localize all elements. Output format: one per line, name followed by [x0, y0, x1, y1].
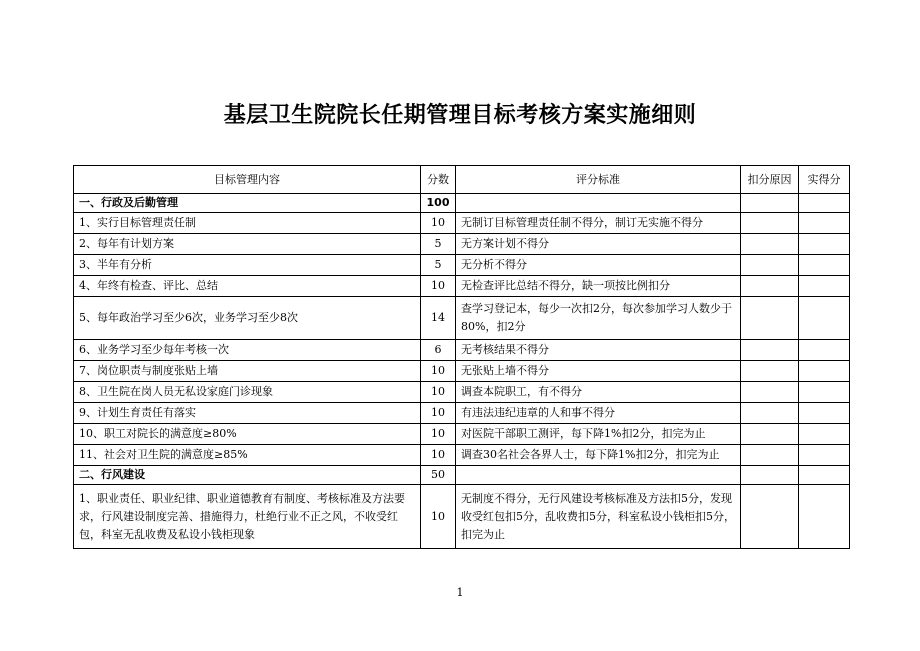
cell-score: 10 — [421, 424, 456, 445]
cell-criteria — [456, 424, 741, 445]
cell-content — [74, 276, 421, 297]
header-deduction-reason: 扣分原因 — [741, 166, 799, 194]
cell-actual-score — [799, 276, 850, 297]
cell-criteria — [456, 213, 741, 234]
header-criteria: 评分标准 — [456, 166, 741, 194]
table-header-row — [74, 166, 850, 194]
cell-score: 5 — [421, 255, 456, 276]
cell-score: 10 — [421, 382, 456, 403]
cell-deduction-reason — [741, 445, 799, 466]
table-row — [74, 424, 850, 445]
cell-criteria — [456, 255, 741, 276]
cell-criteria-text: 调查本院职工，有不得分 — [461, 385, 582, 398]
table-row — [74, 255, 850, 276]
cell-deduction-reason — [741, 424, 799, 445]
cell-criteria — [456, 276, 741, 297]
table-row — [74, 403, 850, 424]
cell-criteria-text: 有违法违纪违章的人和事不得分 — [461, 406, 615, 419]
cell-criteria-text: 无制度不得分，无行风建设考核标准及方法扣5分，发现收受红包扣5分，乱收费扣5分，科室私设小钱柜扣5分，扣完为止 — [461, 491, 735, 541]
cell-content-text: 5、每年政治学习至少6次，业务学习至少8次 — [79, 311, 298, 324]
cell-content-text: 3、半年有分析 — [79, 258, 152, 271]
cell-actual-score — [799, 361, 850, 382]
cell-deduction-reason — [741, 340, 799, 361]
cell-actual-score — [799, 297, 850, 340]
cell-score: 10 — [421, 276, 456, 297]
cell-deduction-reason — [741, 255, 799, 276]
cell-actual-score — [799, 194, 850, 213]
header-content: 目标管理内容 — [74, 166, 421, 194]
document-title: 基层卫生院院长任期管理目标考核方案实施细则 — [223, 103, 697, 128]
assessment-table-body — [74, 166, 850, 549]
cell-content-text: 10、职工对院长的满意度≥80% — [79, 427, 237, 440]
cell-criteria-text: 对医院干部职工测评，每下降1%扣2分，扣完为止 — [461, 427, 706, 440]
cell-score: 10 — [421, 485, 456, 549]
cell-content — [74, 382, 421, 403]
cell-score: 50 — [421, 466, 456, 485]
cell-content — [74, 403, 421, 424]
cell-criteria — [456, 382, 741, 403]
page-number: 1 — [456, 586, 464, 599]
cell-criteria — [456, 234, 741, 255]
cell-content — [74, 445, 421, 466]
cell-actual-score — [799, 445, 850, 466]
cell-content-text: 6、业务学习至少每年考核一次 — [79, 343, 229, 356]
cell-criteria-text: 查学习登记本，每少一次扣2分，每次参加学习人数少于80%，扣2分 — [461, 302, 732, 333]
cell-criteria-text: 无考核结果不得分 — [461, 343, 549, 356]
cell-score: 6 — [421, 340, 456, 361]
cell-deduction-reason — [741, 466, 799, 485]
cell-criteria — [456, 466, 741, 485]
cell-criteria-text: 无检查评比总结不得分，缺一项按比例扣分 — [461, 279, 670, 292]
cell-actual-score — [799, 485, 850, 549]
cell-content-text: 1、职业责任、职业纪律、职业道德教育有制度、考核标准及方法要求，行风建设制度完善、措施得力，杜绝行业不正之风，不收受红包，科室无乱收费及私设小钱柜现象 — [79, 491, 405, 541]
cell-content-text: 2、每年有计划方案 — [79, 237, 174, 250]
cell-content-text: 一、行政及后勤管理 — [79, 196, 178, 209]
cell-criteria — [456, 445, 741, 466]
cell-criteria-text: 无方案计划不得分 — [461, 237, 549, 250]
cell-score: 14 — [421, 297, 456, 340]
cell-content — [74, 485, 421, 549]
cell-actual-score — [799, 213, 850, 234]
header-actual-score: 实得分 — [799, 166, 850, 194]
cell-content — [74, 297, 421, 340]
table-row — [74, 361, 850, 382]
cell-actual-score — [799, 255, 850, 276]
cell-content-text: 7、岗位职责与制度张贴上墙 — [79, 364, 218, 377]
cell-criteria — [456, 403, 741, 424]
cell-deduction-reason — [741, 361, 799, 382]
section-row — [74, 466, 850, 485]
cell-score: 10 — [421, 213, 456, 234]
section-row — [74, 194, 850, 213]
cell-content — [74, 361, 421, 382]
cell-score: 10 — [421, 361, 456, 382]
cell-content-text: 1、实行目标管理责任制 — [79, 216, 196, 229]
cell-content — [74, 194, 421, 213]
cell-criteria — [456, 361, 741, 382]
cell-score: 5 — [421, 234, 456, 255]
table-row — [74, 234, 850, 255]
cell-criteria — [456, 485, 741, 549]
cell-deduction-reason — [741, 403, 799, 424]
cell-content — [74, 234, 421, 255]
cell-deduction-reason — [741, 485, 799, 549]
cell-deduction-reason — [741, 234, 799, 255]
cell-content — [74, 424, 421, 445]
table-row — [74, 382, 850, 403]
cell-actual-score — [799, 466, 850, 485]
cell-actual-score — [799, 403, 850, 424]
cell-criteria-text: 无分析不得分 — [461, 258, 527, 271]
cell-criteria-text: 无制订目标管理责任制不得分，制订无实施不得分 — [461, 216, 703, 229]
header-score: 分数 — [421, 166, 456, 194]
cell-deduction-reason — [741, 213, 799, 234]
table-row — [74, 297, 850, 340]
cell-content-text: 8、卫生院在岗人员无私设家庭门诊现象 — [79, 385, 273, 398]
cell-criteria-text: 调查30名社会各界人士，每下降1%扣2分，扣完为止 — [461, 448, 720, 461]
cell-criteria — [456, 194, 741, 213]
cell-criteria — [456, 340, 741, 361]
cell-deduction-reason — [741, 276, 799, 297]
cell-content — [74, 340, 421, 361]
table-row — [74, 213, 850, 234]
table-row — [74, 340, 850, 361]
assessment-table — [73, 165, 850, 549]
cell-actual-score — [799, 424, 850, 445]
cell-deduction-reason — [741, 382, 799, 403]
cell-criteria — [456, 297, 741, 340]
cell-score: 100 — [421, 194, 456, 213]
cell-deduction-reason — [741, 297, 799, 340]
cell-content — [74, 466, 421, 485]
cell-actual-score — [799, 340, 850, 361]
cell-content-text: 11、社会对卫生院的满意度≥85% — [79, 448, 248, 461]
cell-actual-score — [799, 382, 850, 403]
table-row — [74, 276, 850, 297]
table-row — [74, 485, 850, 549]
cell-criteria-text: 无张贴上墙不得分 — [461, 364, 549, 377]
cell-deduction-reason — [741, 194, 799, 213]
cell-content-text: 二、行风建设 — [79, 468, 145, 481]
cell-content — [74, 255, 421, 276]
cell-score: 10 — [421, 403, 456, 424]
cell-score: 10 — [421, 445, 456, 466]
table-row — [74, 445, 850, 466]
cell-content-text: 9、计划生育责任有落实 — [79, 406, 196, 419]
cell-content — [74, 213, 421, 234]
cell-actual-score — [799, 234, 850, 255]
cell-content-text: 4、年终有检查、评比、总结 — [79, 279, 218, 292]
